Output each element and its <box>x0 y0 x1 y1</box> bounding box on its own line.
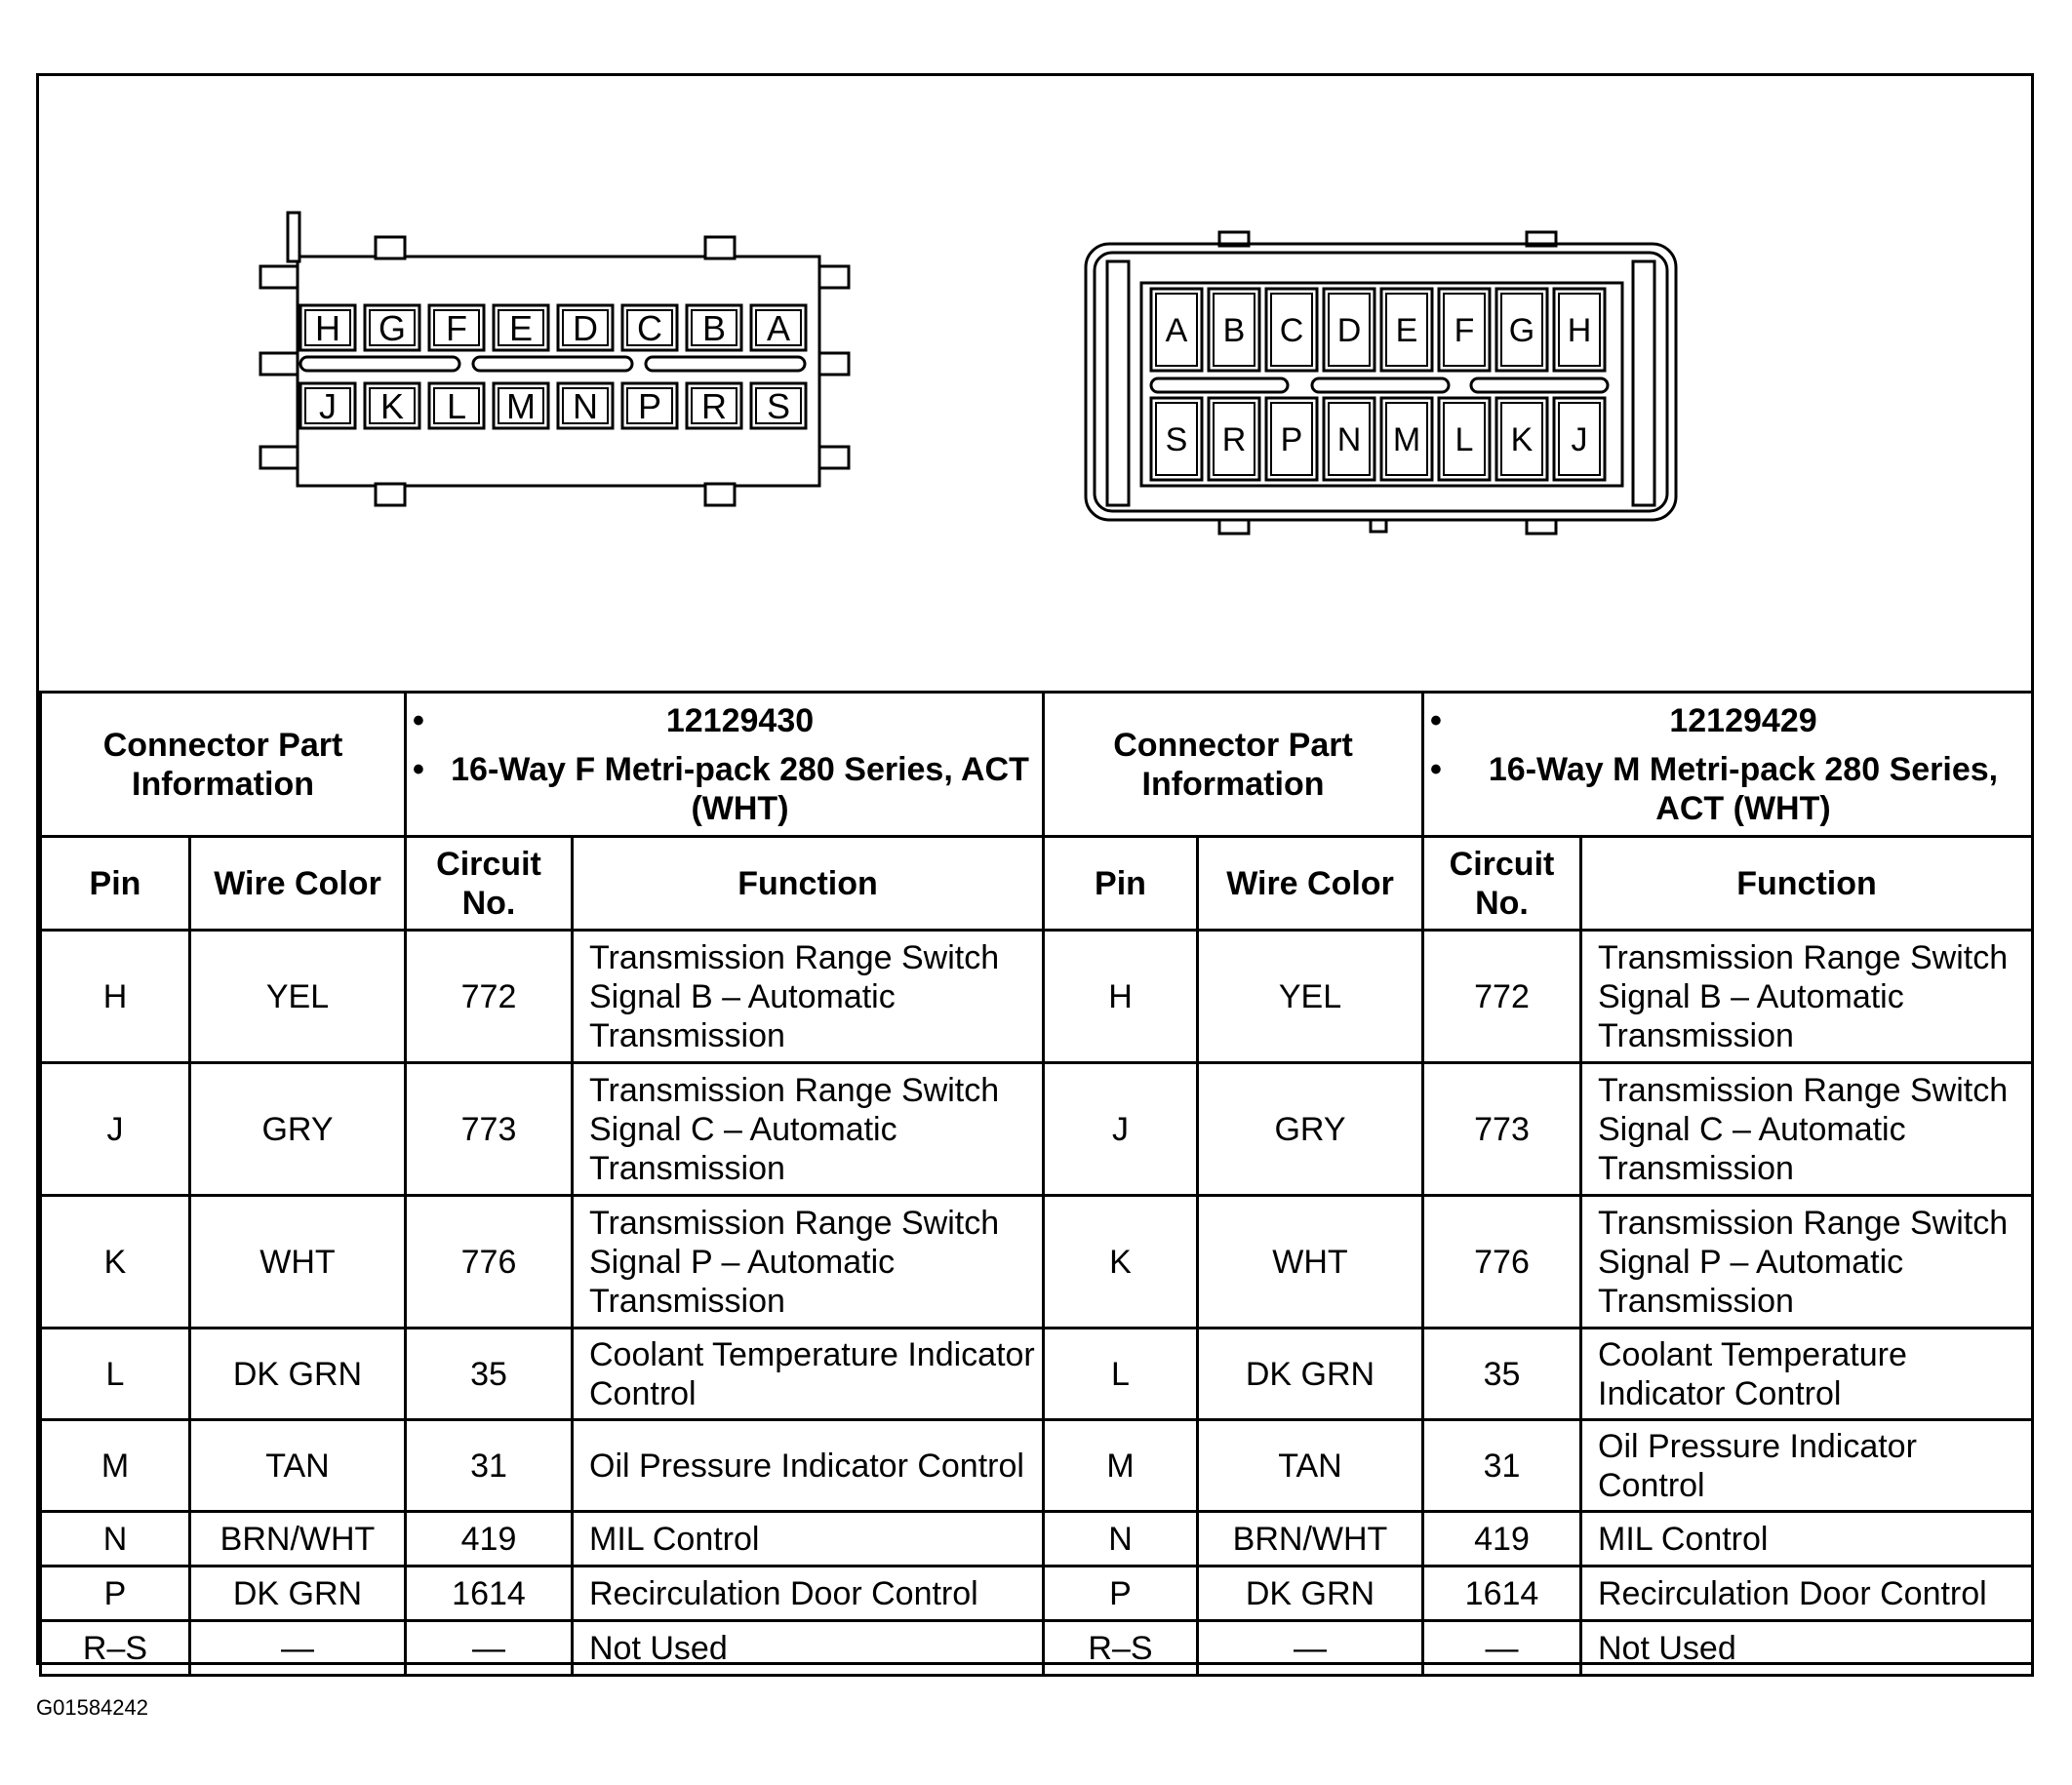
connector-info-left <box>406 693 1044 837</box>
pin-cell: R–S <box>1044 1621 1198 1676</box>
pin-label: P <box>637 385 662 426</box>
pin-cavity-r <box>687 383 741 428</box>
function-cell: Oil Pressure Indicator Control <box>1581 1420 2033 1512</box>
pin-cavity-d <box>558 305 613 350</box>
pin-cavity-e <box>1381 289 1432 371</box>
table-row <box>41 1196 2033 1329</box>
pin-label: L <box>446 385 467 426</box>
pin-label: C <box>1279 312 1304 350</box>
pin-label: H <box>1567 312 1592 350</box>
pin-label: F <box>446 307 467 348</box>
header-pin: Pin <box>41 837 190 931</box>
circuit-cell: 773 <box>1423 1063 1581 1196</box>
pin-label: R <box>1221 421 1247 459</box>
right-connector <box>1086 232 1676 534</box>
pin-cell: P <box>1044 1567 1198 1621</box>
connector-diagram-area <box>39 76 2031 691</box>
circuit-cell: 772 <box>406 931 573 1063</box>
pin-label: P <box>1280 421 1303 459</box>
function-cell: Transmission Range Switch Signal P – Automatic Transmission <box>573 1196 1044 1329</box>
pinout-table <box>39 691 2034 1677</box>
table-row <box>41 1329 2033 1420</box>
pin-cell: R–S <box>41 1621 190 1676</box>
pin-cell: K <box>41 1196 190 1329</box>
pin-label: N <box>1336 421 1362 459</box>
wire-color-cell: GRY <box>1198 1063 1423 1196</box>
pin-cavity-b <box>1209 289 1259 371</box>
wire-color-cell: YEL <box>1198 931 1423 1063</box>
pin-cavity-k <box>1496 398 1547 480</box>
circuit-cell: 419 <box>406 1512 573 1567</box>
wire-color-cell: TAN <box>1198 1420 1423 1512</box>
pin-cavity-p <box>1266 398 1317 480</box>
wire-color-cell: DK GRN <box>1198 1329 1423 1420</box>
pin-cavity-s <box>751 383 806 428</box>
figure-frame <box>36 73 2034 1665</box>
pin-cavity-m <box>1381 398 1432 480</box>
wire-color-cell: DK GRN <box>190 1329 406 1420</box>
pin-cavity-p <box>622 383 677 428</box>
pin-cell: L <box>41 1329 190 1420</box>
function-cell: Transmission Range Switch Signal B – Automatic Transmission <box>1581 931 2033 1063</box>
pin-cavity-r <box>1209 398 1259 480</box>
wire-color-cell: DK GRN <box>190 1567 406 1621</box>
wire-color-cell: YEL <box>190 931 406 1063</box>
pin-cell: M <box>41 1420 190 1512</box>
table-row <box>41 1621 2033 1676</box>
circuit-cell: 776 <box>406 1196 573 1329</box>
circuit-cell: 1614 <box>406 1567 573 1621</box>
pin-cavity-d <box>1324 289 1375 371</box>
function-cell: Coolant Temperature Indicator Control <box>1581 1329 2033 1420</box>
pin-label: J <box>1571 421 1588 459</box>
connector-info-right <box>1423 693 2033 837</box>
function-cell: MIL Control <box>1581 1512 2033 1567</box>
pin-cell: N <box>1044 1512 1198 1567</box>
connector-info-label-right: Connector Part Information <box>1044 693 1423 837</box>
circuit-cell: 772 <box>1423 931 1581 1063</box>
part-number-left: • 12129430 <box>413 701 1036 740</box>
header-wire-color: Wire Color <box>1198 837 1423 931</box>
circuit-cell: 776 <box>1423 1196 1581 1329</box>
wire-color-cell: GRY <box>190 1063 406 1196</box>
pin-cavity-h <box>1554 289 1605 371</box>
pin-label: M <box>1392 421 1421 459</box>
column-header-row <box>41 837 2033 931</box>
pin-cell: N <box>41 1512 190 1567</box>
pin-cavity-m <box>494 383 548 428</box>
pin-cell: P <box>41 1567 190 1621</box>
circuit-cell: — <box>406 1621 573 1676</box>
connector-description-left: • 16-Way F Metri-pack 280 Series, ACT (WHT) <box>413 750 1036 828</box>
wire-color-cell: TAN <box>190 1420 406 1512</box>
pin-label: D <box>573 307 598 348</box>
circuit-cell: 1614 <box>1423 1567 1581 1621</box>
pin-label: F <box>1454 312 1475 350</box>
pin-label: B <box>701 307 727 348</box>
pin-label: N <box>573 385 598 426</box>
pin-label: G <box>378 307 407 348</box>
connector-diagrams <box>39 76 2031 691</box>
pin-cavity-s <box>1151 398 1202 480</box>
circuit-cell: — <box>1423 1621 1581 1676</box>
pin-label: K <box>1510 421 1534 459</box>
function-cell: Transmission Range Switch Signal B – Automatic Transmission <box>573 931 1044 1063</box>
pin-label: C <box>637 307 662 348</box>
circuit-cell: 35 <box>1423 1329 1581 1420</box>
pin-label: D <box>1336 312 1362 350</box>
pin-label: M <box>506 385 536 426</box>
pin-cell: H <box>1044 931 1198 1063</box>
pin-label: E <box>508 307 534 348</box>
pin-cavity-n <box>1324 398 1375 480</box>
header-pin: Pin <box>1044 837 1198 931</box>
figure-id: G01584242 <box>36 1695 148 1720</box>
pin-cavity-g <box>1496 289 1547 371</box>
table-row <box>41 931 2033 1063</box>
table-row <box>41 1567 2033 1621</box>
function-cell: Not Used <box>1581 1621 2033 1676</box>
function-cell: MIL Control <box>573 1512 1044 1567</box>
pin-cell: J <box>41 1063 190 1196</box>
function-cell: Recirculation Door Control <box>573 1567 1044 1621</box>
circuit-cell: 419 <box>1423 1512 1581 1567</box>
pin-cavity-a <box>751 305 806 350</box>
wire-color-cell: — <box>190 1621 406 1676</box>
pin-label: J <box>319 385 337 426</box>
circuit-cell: 31 <box>1423 1420 1581 1512</box>
pin-label: L <box>1454 421 1474 459</box>
pin-cavity-l <box>429 383 484 428</box>
pin-cavity-f <box>1439 289 1490 371</box>
pin-label: G <box>1508 312 1535 350</box>
pin-cavity-k <box>365 383 419 428</box>
pin-cell: M <box>1044 1420 1198 1512</box>
table-row <box>41 1063 2033 1196</box>
pin-cell: J <box>1044 1063 1198 1196</box>
function-cell: Oil Pressure Indicator Control <box>573 1420 1044 1512</box>
left-connector <box>260 213 849 505</box>
pin-cavity-g <box>365 305 419 350</box>
pin-label: H <box>315 307 340 348</box>
function-cell: Not Used <box>573 1621 1044 1676</box>
wire-color-cell: WHT <box>1198 1196 1423 1329</box>
function-cell: Recirculation Door Control <box>1581 1567 2033 1621</box>
connector-info-label-left: Connector Part Information <box>41 693 406 837</box>
circuit-cell: 773 <box>406 1063 573 1196</box>
function-cell: Transmission Range Switch Signal C – Automatic Transmission <box>573 1063 1044 1196</box>
pin-label: R <box>701 385 727 426</box>
wire-color-cell: BRN/WHT <box>190 1512 406 1567</box>
circuit-cell: 35 <box>406 1329 573 1420</box>
header-circuit: Circuit No. <box>1423 837 1581 931</box>
pin-cavity-a <box>1151 289 1202 371</box>
part-number-right: • 12129429 <box>1430 701 2025 740</box>
connector-description-right: • 16-Way M Metri-pack 280 Series, ACT (WHT) <box>1430 750 2025 828</box>
pin-cell: L <box>1044 1329 1198 1420</box>
pin-cavity-b <box>687 305 741 350</box>
header-wire-color: Wire Color <box>190 837 406 931</box>
pin-cavity-c <box>622 305 677 350</box>
wire-color-cell: BRN/WHT <box>1198 1512 1423 1567</box>
pin-cell: K <box>1044 1196 1198 1329</box>
function-cell: Coolant Temperature Indicator Control <box>573 1329 1044 1420</box>
pin-cavity-j <box>1554 398 1605 480</box>
pin-cavity-l <box>1439 398 1490 480</box>
connector-info-row <box>41 693 2033 837</box>
pin-cell: H <box>41 931 190 1063</box>
table-row <box>41 1420 2033 1512</box>
pin-cavity-j <box>300 383 355 428</box>
pin-cavity-c <box>1266 289 1317 371</box>
function-cell: Transmission Range Switch Signal C – Automatic Transmission <box>1581 1063 2033 1196</box>
wire-color-cell: — <box>1198 1621 1423 1676</box>
header-function: Function <box>1581 837 2033 931</box>
pin-label: K <box>379 385 405 426</box>
table-row <box>41 1512 2033 1567</box>
pin-cavity-n <box>558 383 613 428</box>
pin-cavity-h <box>300 305 355 350</box>
wire-color-cell: DK GRN <box>1198 1567 1423 1621</box>
pin-cavity-e <box>494 305 548 350</box>
wire-color-cell: WHT <box>190 1196 406 1329</box>
header-circuit: Circuit No. <box>406 837 573 931</box>
pin-cavity-f <box>429 305 484 350</box>
header-function: Function <box>573 837 1044 931</box>
pin-label: A <box>766 307 791 348</box>
pin-label: A <box>1165 312 1188 350</box>
circuit-cell: 31 <box>406 1420 573 1512</box>
function-cell: Transmission Range Switch Signal P – Automatic Transmission <box>1581 1196 2033 1329</box>
pin-label: S <box>1165 421 1188 459</box>
pin-label: E <box>1395 312 1418 350</box>
pin-label: S <box>766 385 791 426</box>
pin-label: B <box>1222 312 1246 350</box>
